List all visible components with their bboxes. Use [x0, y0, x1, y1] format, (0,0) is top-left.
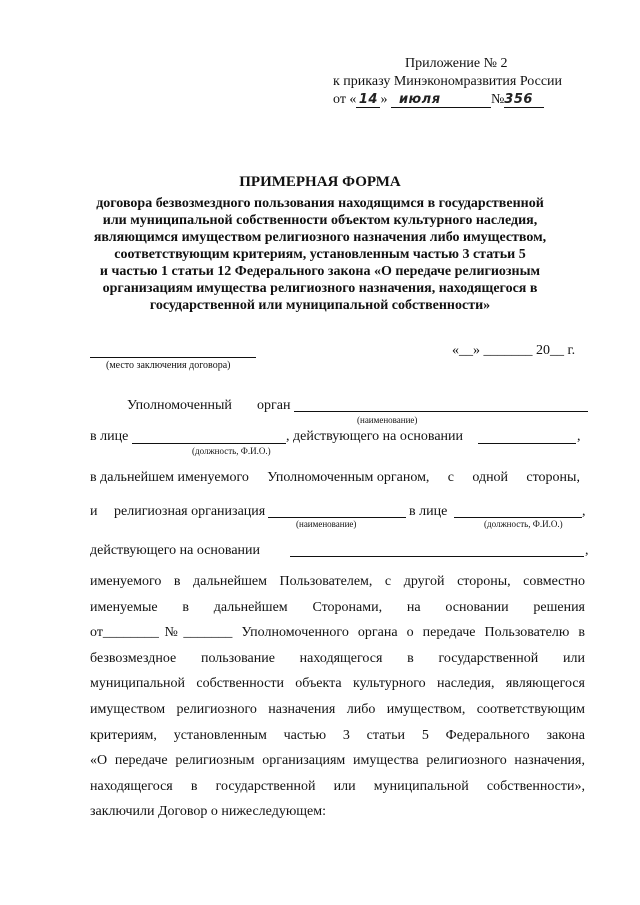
row5-comma: ,: [585, 543, 589, 558]
row3-part: одной: [472, 470, 509, 485]
paragraph-line: имуществом религиозного назначения либо имуществом, соответствующим: [90, 701, 585, 717]
and-word: и: [90, 504, 98, 519]
paragraph-line: критериям, установленным частью 3 статьи 5 Федерального закона: [90, 727, 585, 743]
order-reference: к приказу Минэкономразвития России: [333, 74, 563, 89]
place-caption: (место заключения договора): [106, 360, 231, 371]
date-mid: »: [380, 92, 388, 107]
caption-position-2: (должность, Ф.И.О.): [484, 519, 563, 529]
place-underline: [90, 357, 256, 358]
subtitle-line: или муниципальной собственности объектом культурного наследия,: [102, 213, 538, 228]
paragraph-line: безвозмездное пользование находящегося в государственной или: [90, 650, 585, 666]
main-paragraph: [90, 569, 585, 825]
caption-position: (должность, Ф.И.О.): [192, 446, 271, 456]
date-prefix: от «: [333, 92, 357, 107]
row3-part: Уполномоченным органом,: [267, 470, 430, 485]
date-month-handwritten: июля: [391, 92, 491, 108]
subtitle-line: договора безвозмездного пользования находящимся в государственной: [96, 196, 544, 211]
subtitle-line: и частью 1 статьи 12 Федерального закона «О передаче религиозным: [99, 264, 541, 279]
paragraph-line: именуемого в дальнейшем Пользователем, с другой стороны, совместно: [90, 574, 585, 589]
caption-name-2: (наименование): [296, 519, 357, 529]
contract-date-template: «__» _______ 20__ г.: [452, 343, 576, 358]
order-date-line: [333, 92, 544, 108]
paragraph-last-line: заключили Договор о нижеследующем:: [90, 804, 327, 820]
represented-by-label-2: в лице: [409, 504, 448, 519]
subtitle-line: организациям имущества религиозного назначения, находящегося в: [102, 281, 538, 296]
representative-field: [132, 443, 286, 444]
order-number-handwritten: 356: [504, 92, 544, 108]
caption-name: (наименование): [357, 415, 418, 425]
paragraph-line: «О передаче религиозным организациям имущества религиозного назначения,: [90, 753, 585, 769]
row3-part: стороны,: [526, 470, 580, 485]
paragraph-line: от________№_______ Уполномоченного органа о передаче Пользователю в: [90, 625, 585, 641]
representative-field-2: [454, 517, 582, 518]
row2-comma: ,: [577, 429, 581, 444]
paragraph-line: муниципальной собственности объекта культурного наследия, являющегося: [90, 676, 585, 692]
authorized-body-word: Уполномоченный: [127, 398, 232, 413]
paragraph-line: именуемые в дальнейшем Сторонами, на основании решения: [90, 599, 585, 615]
paragraph-line: находящегося в государственной или муниципальной собственности»,: [90, 778, 585, 794]
number-prefix: №: [490, 92, 505, 107]
form-subtitle: [60, 195, 580, 314]
subtitle-line: являющимся имуществом религиозного назначения либо имуществом,: [93, 230, 547, 245]
row3-part: в дальнейшем именуемого: [90, 470, 249, 485]
acting-basis-text: действующего на основании: [90, 543, 261, 558]
form-heading: ПРИМЕРНАЯ ФОРМА: [239, 174, 401, 190]
row4-comma: ,: [582, 504, 586, 519]
religious-org-name-field: [268, 517, 406, 518]
authorized-body-name-field: [294, 411, 588, 412]
represented-by-label: в лице: [90, 429, 129, 444]
appendix-label: Приложение № 2: [405, 56, 508, 71]
row-hereinafter: [90, 470, 580, 486]
acting-basis-label: , действующего на основании: [286, 429, 464, 444]
basis-field-2: [290, 556, 584, 557]
date-day-handwritten: 14: [356, 92, 380, 108]
row3-part: с: [447, 470, 454, 485]
acting-basis-line: [90, 543, 290, 559]
subtitle-line: соответствующим критериям, установленным частью 3 статьи 5: [114, 247, 526, 262]
subtitle-line: государственной или муниципальной собственности»: [149, 298, 491, 313]
religious-org-label: религиозная организация: [114, 504, 266, 519]
body-word: орган: [257, 398, 291, 413]
basis-field: [478, 443, 576, 444]
